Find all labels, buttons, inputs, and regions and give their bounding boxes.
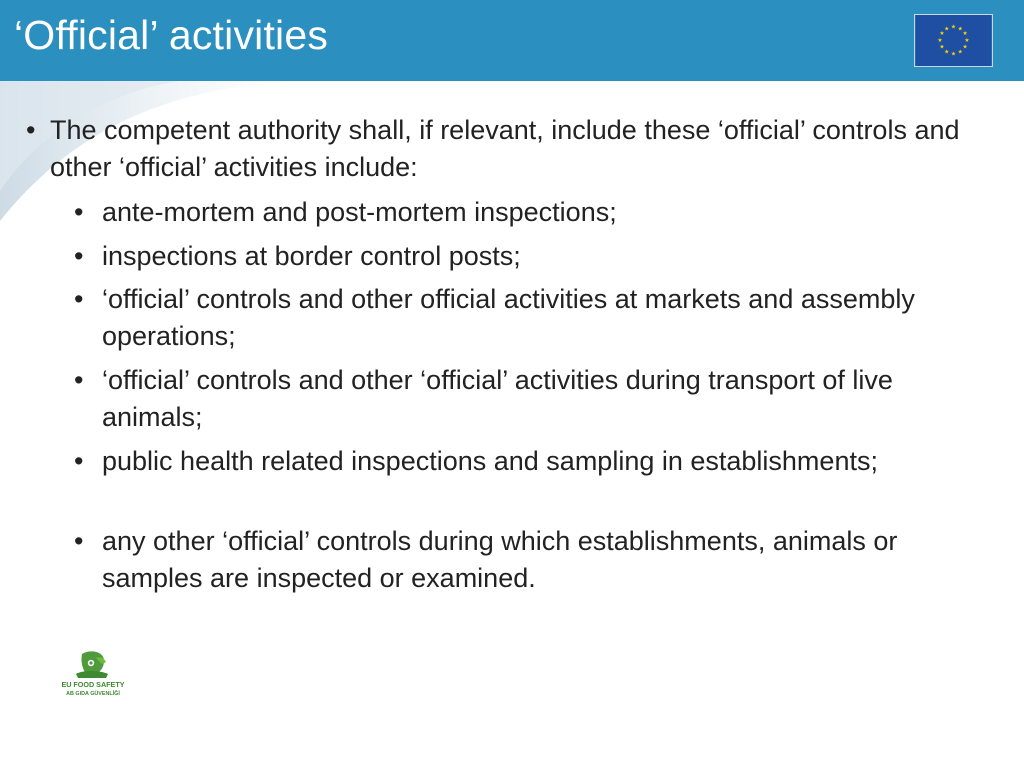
bullet-dot-icon: • (74, 241, 84, 271)
list-item (74, 523, 982, 597)
svg-text:★: ★ (950, 24, 957, 31)
svg-text:★: ★ (962, 31, 968, 38)
list-item-text: ante-mortem and post-mortem inspections; (102, 197, 617, 227)
list-item-text: ‘official’ controls and other official activities at markets and assembly operations; (102, 284, 915, 351)
list-item (74, 194, 982, 231)
bullet-dot-icon: • (74, 526, 84, 556)
logo-line1: EU FOOD SAFETY (61, 680, 125, 689)
svg-text:★: ★ (950, 51, 957, 58)
svg-text:★: ★ (944, 49, 950, 56)
svg-text:★: ★ (939, 31, 945, 38)
page-title: ‘Official’ activities (14, 12, 329, 58)
intro-text: The competent authority shall, if relevant, include these ‘official’ controls and other ‘official’ activities include: (50, 115, 960, 182)
intro-bullet (26, 112, 970, 186)
list-item-text: any other ‘official’ controls during which establishments, animals or samples are inspected or examined. (102, 526, 898, 593)
logo-line2: AB GIDA GÜVENLİĞİ (66, 691, 120, 697)
svg-text:★: ★ (944, 26, 950, 33)
bullet-dot-icon: • (74, 197, 84, 227)
bullet-dot-icon: • (74, 365, 84, 395)
list-item (74, 362, 982, 436)
svg-text:★: ★ (957, 49, 963, 56)
svg-text:★: ★ (937, 37, 943, 44)
bullet-dot-icon: • (26, 115, 36, 145)
list-item (74, 281, 982, 355)
list-item-text: inspections at border control posts; (102, 241, 521, 271)
list-item (74, 238, 982, 275)
bullet-dot-icon: • (74, 284, 84, 314)
list-item-text: ‘official’ controls and other ‘official’ activities during transport of live animals; (102, 365, 893, 432)
header-bar (0, 0, 1024, 81)
svg-text:★: ★ (939, 44, 945, 51)
eu-flag-icon (914, 14, 993, 67)
svg-text:★: ★ (962, 44, 968, 51)
list-item-text: public health related inspections and sampling in establishments; (102, 446, 878, 476)
eu-food-safety-logo-icon (60, 650, 126, 698)
list-item (74, 443, 982, 480)
svg-text:★: ★ (957, 26, 963, 33)
bullet-dot-icon: • (74, 446, 84, 476)
svg-text:★: ★ (964, 37, 970, 44)
